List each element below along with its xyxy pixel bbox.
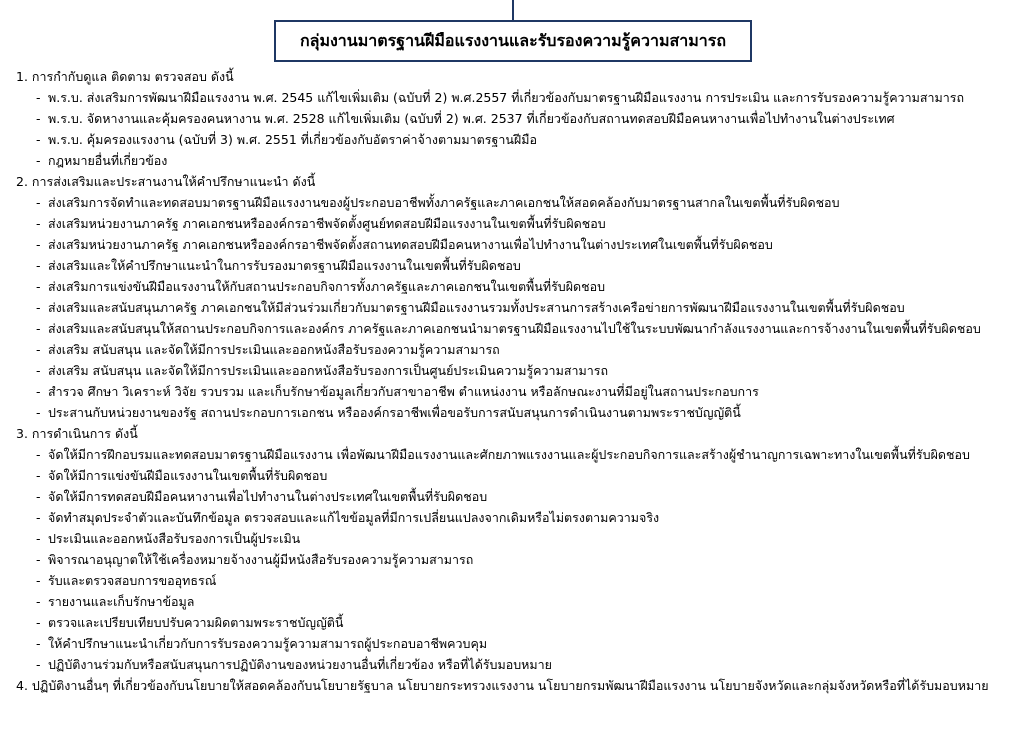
list-item: - ส่งเสริมการแข่งขันฝีมือแรงงานให้กับสถานประกอบกิจการทั้งภาครัฐและภาคเอกชนในเขตพื้นที่รับผิดชอบ xyxy=(16,276,1016,297)
section-3 xyxy=(16,423,1016,675)
list-item: - ให้คำปรึกษาแนะนำเกี่ยวกับการรับรองความรู้ความสามารถผู้ประกอบอาชีพควบคุม xyxy=(16,633,1016,654)
list-item: - ประเมินและออกหนังสือรับรองการเป็นผู้ประเมิน xyxy=(16,528,1016,549)
list-item: - ส่งเสริมและสนับสนุนภาครัฐ ภาคเอกชนให้มีส่วนร่วมเกี่ยวกับมาตรฐานฝีมือแรงงานรวมทั้งประสานการสร้างเครือข่ายการพัฒนาฝีมือแรงงานในเขตพื้นที่รับผิดชอบ xyxy=(16,297,1016,318)
list-item: - ส่งเสริมการจัดทำและทดสอบมาตรฐานฝีมือแรงงานของผู้ประกอบอาชีพทั้งภาครัฐและภาคเอกชนให้สอดคล้องกับมาตรฐานสากลในเขตพื้นที่รับผิดชอบ xyxy=(16,192,1016,213)
bullet-dash: - xyxy=(36,258,41,273)
bullet-dash: - xyxy=(36,153,41,168)
list-item: - จัดให้มีการทดสอบฝีมือคนหางานเพื่อไปทำงานในต่างประเทศในเขตพื้นที่รับผิดชอบ xyxy=(16,486,1016,507)
list-item: - ส่งเสริมหน่วยงานภาครัฐ ภาคเอกชนหรือองค์กรอาชีพจัดตั้งศูนย์ทดสอบฝีมือแรงงานในเขตพื้นที่รับผิดชอบ xyxy=(16,213,1016,234)
list-item: - กฎหมายอื่นที่เกี่ยวข้อง xyxy=(16,150,1016,171)
bullet-dash: - xyxy=(36,531,41,546)
bullet-dash: - xyxy=(36,132,41,147)
bullet-dash: - xyxy=(36,489,41,504)
list-item: - ปฏิบัติงานร่วมกับหรือสนับสนุนการปฏิบัติงานของหน่วยงานอื่นที่เกี่ยวข้อง หรือที่ได้รับมอบหมาย xyxy=(16,654,1016,675)
bullet-dash: - xyxy=(36,279,41,294)
section-heading: 1. การกำกับดูแล ติดตาม ตรวจสอบ ดังนี้ xyxy=(16,69,234,84)
bullet-dash: - xyxy=(36,405,41,420)
bullet-dash: - xyxy=(36,321,41,336)
section-title-box xyxy=(274,20,752,62)
list-item: - ส่งเสริม สนับสนุน และจัดให้มีการประเมินและออกหนังสือรับรองความรู้ความสามารถ xyxy=(16,339,1016,360)
section-2 xyxy=(16,171,1016,423)
list-item: - จัดทำสมุดประจำตัวและบันทึกข้อมูล ตรวจสอบและแก้ไขข้อมูลที่มีการเปลี่ยนแปลงจากเดิมหรือไม่ตรงตามความจริง xyxy=(16,507,1016,528)
section-heading: 4. ปฏิบัติงานอื่นๆ ที่เกี่ยวข้องกับนโยบายให้สอดคล้องกับนโยบายรัฐบาล นโยบายกระทรวงแรงงาน นโยบายกรมพัฒนาฝีมือแรงงาน นโยบายจังหวัดและกลุ่มจังหวัดหรือที่ได้รับมอบหมาย xyxy=(16,678,989,693)
list-item: - พ.ร.บ. คุ้มครองแรงงาน (ฉบับที่ 3) พ.ศ. 2551 ที่เกี่ยวข้องกับอัตราค่าจ้างตามมาตรฐานฝีมือ xyxy=(16,129,1016,150)
bullet-dash: - xyxy=(36,384,41,399)
bullet-dash: - xyxy=(36,636,41,651)
list-item: - พ.ร.บ. จัดหางานและคุ้มครองคนหางาน พ.ศ. 2528 แก้ไขเพิ่มเติม (ฉบับที่ 2) พ.ศ. 2537 ที่เกี่ยวข้องกับสถานทดสอบฝีมือคนหางานเพื่อไปทำงานในต่างประเทศ xyxy=(16,108,1016,129)
bullet-dash: - xyxy=(36,552,41,567)
list-item: - สำรวจ ศึกษา วิเคราะห์ วิจัย รวบรวม และเก็บรักษาข้อมูลเกี่ยวกับสาขาอาชีพ ตำแหน่งงาน หรือลักษณะงานที่มีอยู่ในสถานประกอบการ xyxy=(16,381,1016,402)
section-4 xyxy=(16,675,1016,696)
list-item: - จัดให้มีการแข่งขันฝีมือแรงงานในเขตพื้นที่รับผิดชอบ xyxy=(16,465,1016,486)
list-item: - ส่งเสริมและสนับสนุนให้สถานประกอบกิจการและองค์กร ภาครัฐและภาคเอกชนนำมาตรฐานฝีมือแรงงานไปใช้ในระบบพัฒนากำลังแรงงานและการจ้างงานในเขตพื้นที่รับผิดชอบ xyxy=(16,318,1016,339)
bullet-dash: - xyxy=(36,363,41,378)
list-item: - รายงานและเก็บรักษาข้อมูล xyxy=(16,591,1016,612)
section-heading: 2. การส่งเสริมและประสานงานให้คำปรึกษาแนะนำ ดังนี้ xyxy=(16,174,316,189)
list-item: - ประสานกับหน่วยงานของรัฐ สถานประกอบการเอกชน หรือองค์กรอาชีพเพื่อขอรับการสนับสนุนการดำเนินงานตามพระราชบัญญัตินี้ xyxy=(16,402,1016,423)
bullet-dash: - xyxy=(36,657,41,672)
list-item: - ส่งเสริม สนับสนุน และจัดให้มีการประเมินและออกหนังสือรับรองการเป็นศูนย์ประเมินความรู้ความสามารถ xyxy=(16,360,1016,381)
list-item: - พิจารณาอนุญาตให้ใช้เครื่องหมายจ้างงานผู้มีหนังสือรับรองความรู้ความสามารถ xyxy=(16,549,1016,570)
bullet-dash: - xyxy=(36,615,41,630)
list-item: - รับและตรวจสอบการขออุทธรณ์ xyxy=(16,570,1016,591)
bullet-dash: - xyxy=(36,468,41,483)
bullet-dash: - xyxy=(36,90,41,105)
bullet-dash: - xyxy=(36,594,41,609)
section-heading: 3. การดำเนินการ ดังนี้ xyxy=(16,426,138,441)
list-item: - พ.ร.บ. ส่งเสริมการพัฒนาฝีมือแรงงาน พ.ศ. 2545 แก้ไขเพิ่มเติม (ฉบับที่ 2) พ.ศ.2557 ที่เกี่ยวข้องกับมาตรฐานฝีมือแรงงาน การประเมิน และการรับรองความรู้ความสามารถ xyxy=(16,87,1016,108)
bullet-dash: - xyxy=(36,573,41,588)
bullet-dash: - xyxy=(36,216,41,231)
bullet-dash: - xyxy=(36,111,41,126)
bullet-dash: - xyxy=(36,510,41,525)
bullet-dash: - xyxy=(36,237,41,252)
bullet-dash: - xyxy=(36,447,41,462)
bullet-dash: - xyxy=(36,342,41,357)
section-1 xyxy=(16,66,1016,171)
list-item: - ส่งเสริมและให้คำปรึกษาแนะนำในการรับรองมาตรฐานฝีมือแรงงานในเขตพื้นที่รับผิดชอบ xyxy=(16,255,1016,276)
list-item: - จัดให้มีการฝึกอบรมและทดสอบมาตรฐานฝีมือแรงงาน เพื่อพัฒนาฝีมือแรงงานและศักยภาพแรงงานและผู้ประกอบกิจการและสร้างผู้ชำนาญการเฉพาะทางในเขตพื้นที่รับผิดชอบ xyxy=(16,444,1016,465)
list-item: - ตรวจและเปรียบเทียบปรับความผิดตามพระราชบัญญัตินี้ xyxy=(16,612,1016,633)
bullet-dash: - xyxy=(36,195,41,210)
org-chart-connector-line xyxy=(512,0,514,22)
bullet-dash: - xyxy=(36,300,41,315)
page-title: กลุ่มงานมาตรฐานฝีมือแรงงานและรับรองความรู้ความสามารถ xyxy=(299,30,727,50)
document-body xyxy=(16,66,1016,696)
list-item: - ส่งเสริมหน่วยงานภาครัฐ ภาคเอกชนหรือองค์กรอาชีพจัดตั้งสถานทดสอบฝีมือคนหางานเพื่อไปทำงานในต่างประเทศในเขตพื้นที่รับผิดชอบ xyxy=(16,234,1016,255)
